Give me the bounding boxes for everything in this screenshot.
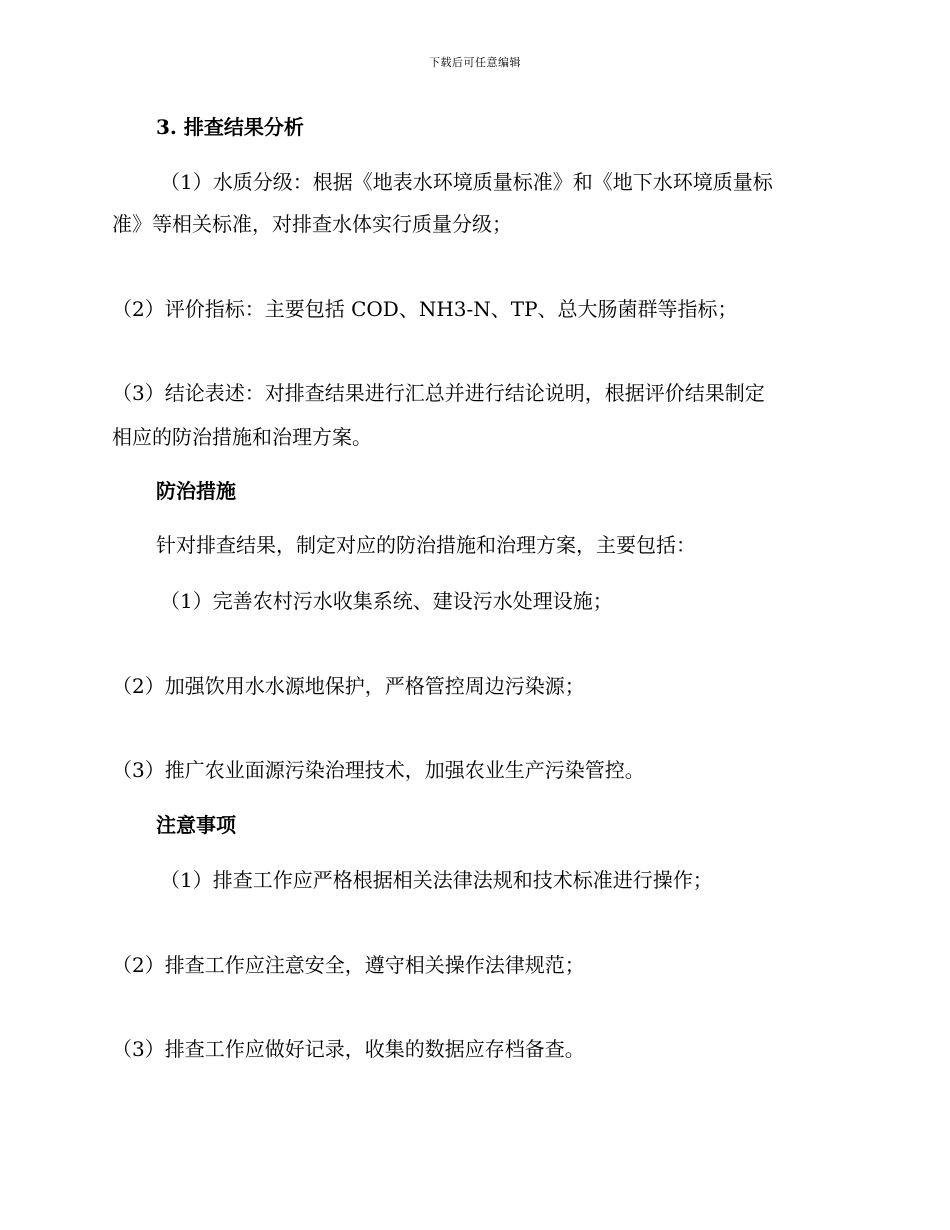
- page-header-note: 下载后可任意编辑: [429, 56, 521, 69]
- prevention-item-2: （2）加强饮用水水源地保护，严格管控周边污染源；: [112, 674, 585, 698]
- prevention-intro: 针对排查结果，制定对应的防治措施和治理方案，主要包括：: [156, 533, 696, 557]
- section-heading-prevention: 防治措施: [156, 479, 236, 503]
- section-heading-result-analysis: 3. 排查结果分析: [156, 115, 304, 139]
- notes-item-2: （2）排查工作应注意安全，遵守相关操作法律规范；: [112, 953, 585, 977]
- water-quality-grading-line1: （1）水质分级：根据《地表水环境质量标准》和《地下水环境质量标: [160, 170, 773, 194]
- conclusion-line1: （3）结论表述：对排查结果进行汇总并进行结论说明，根据评价结果制定: [112, 381, 765, 405]
- water-quality-grading-line2: 准》等相关标准，对排查水体实行质量分级；: [112, 212, 512, 236]
- notes-item-1: （1）排查工作应严格根据相关法律法规和技术标准进行操作；: [160, 868, 713, 892]
- notes-item-3: （3）排查工作应做好记录，收集的数据应存档备查。: [112, 1037, 585, 1061]
- prevention-item-1: （1）完善农村污水收集系统、建设污水处理设施；: [160, 589, 613, 613]
- section-heading-notes: 注意事项: [156, 813, 236, 837]
- conclusion-line2: 相应的防治措施和治理方案。: [112, 425, 372, 449]
- evaluation-index-item: （2）评价指标：主要包括 COD、NH3-N、TP、总大肠菌群等指标；: [112, 297, 738, 321]
- prevention-item-3: （3）推广农业面源污染治理技术，加强农业生产污染管控。: [112, 758, 645, 782]
